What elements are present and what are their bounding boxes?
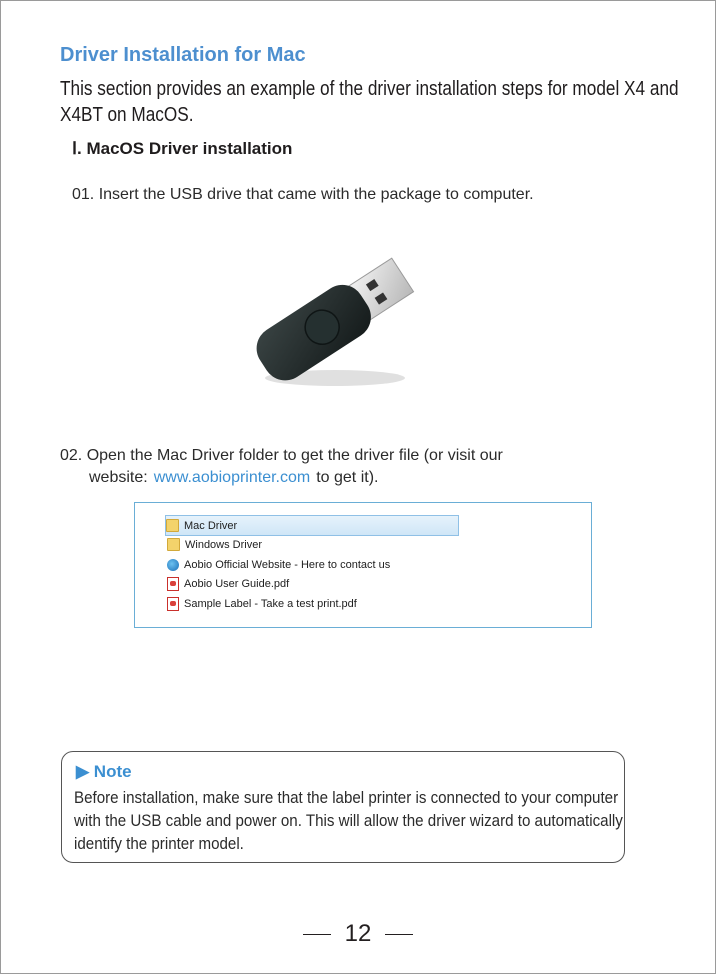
page-number-footer xyxy=(0,920,716,948)
file-item-windows-driver[interactable] xyxy=(167,535,262,554)
file-item-mac-driver[interactable] xyxy=(165,515,459,536)
usb-contents-screenshot xyxy=(134,502,592,628)
step-2-text xyxy=(60,445,503,489)
pdf-icon xyxy=(167,577,179,591)
intro-paragraph: This section provides an example of the driver installation steps for model X4 and X4BT on MacOS. xyxy=(60,78,679,126)
footer-dash-right xyxy=(385,934,413,935)
file-label: Aobio User Guide.pdf xyxy=(184,577,290,590)
usb-drive-image xyxy=(240,238,440,398)
file-label: Windows Driver xyxy=(185,538,263,551)
folder-icon xyxy=(167,538,180,551)
page-number: 12 xyxy=(344,920,372,947)
note-text: Before installation, make sure that the label printer is connected to your computer with the USB cable and power on. This will allow the driver wizard to automatically identify the printer model. xyxy=(74,788,623,853)
step-2-prefix: website: xyxy=(89,469,148,486)
file-item-sample-label[interactable] xyxy=(167,594,357,613)
folder-icon xyxy=(166,519,179,532)
step-2-line-1: 02. Open the Mac Driver folder to get the driver file (or visit our xyxy=(60,447,503,464)
web-shortcut-icon xyxy=(167,559,179,571)
file-label: Mac Driver xyxy=(184,519,238,532)
file-item-official-website[interactable] xyxy=(167,555,390,574)
pdf-icon xyxy=(167,597,179,611)
page-heading: Driver Installation for Mac xyxy=(60,44,306,66)
section-title: Ⅰ. MacOS Driver installation xyxy=(72,139,293,158)
file-label: Aobio Official Website - Here to contact us xyxy=(184,558,391,571)
step-2-line-2 xyxy=(60,467,503,489)
step-2-suffix: to get it). xyxy=(316,469,379,486)
footer-dash-left xyxy=(303,934,331,935)
file-label: Sample Label - Take a test print.pdf xyxy=(184,597,357,610)
file-item-user-guide[interactable] xyxy=(167,574,289,593)
website-link[interactable]: www.aobioprinter.com xyxy=(153,469,311,486)
note-box xyxy=(61,751,625,863)
step-1-text: 01. Insert the USB drive that came with the package to computer. xyxy=(72,186,534,203)
note-title: ▶ Note xyxy=(76,762,132,781)
